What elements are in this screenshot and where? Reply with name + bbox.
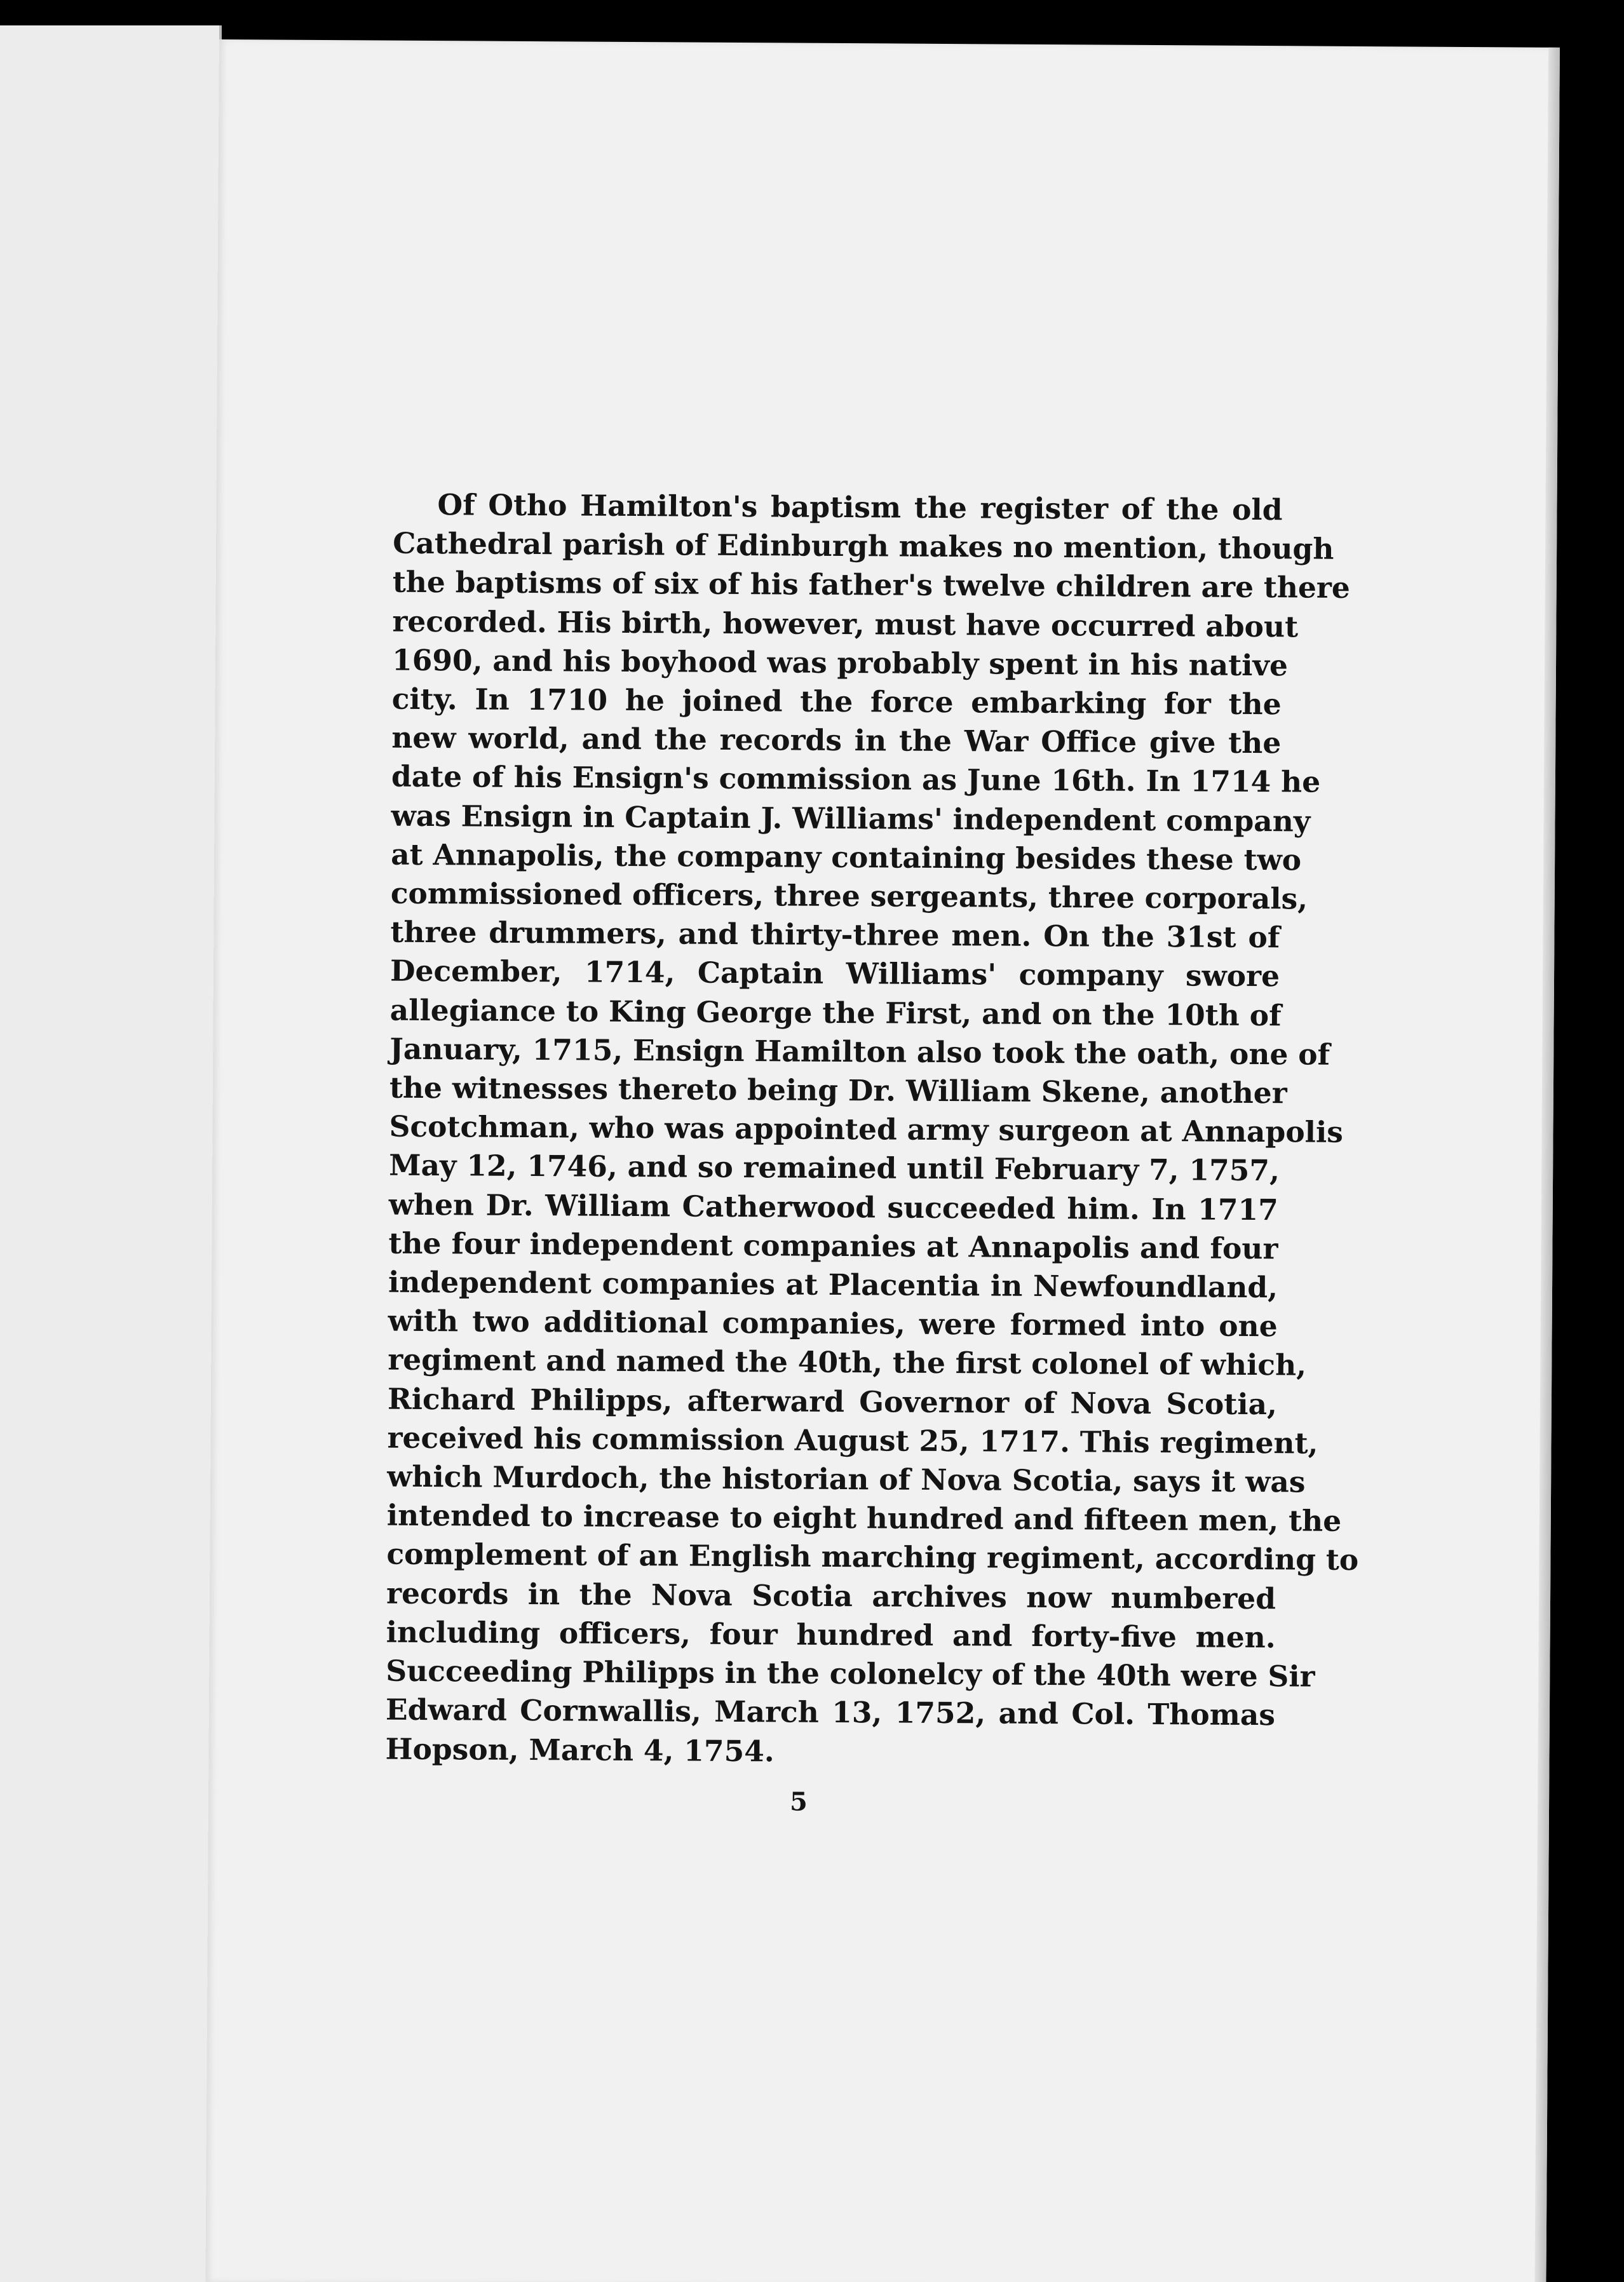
text-line: Richard Philipps, afterward Governor of Nova Scotia, [387, 1381, 1278, 1421]
text-line: intended to increase to eight hundred and fifteen men, the [386, 1497, 1342, 1539]
text-line: date of his Ensign's commission as June 16th. In 1714 he [391, 759, 1321, 800]
text-line: the four independent companies at Annapolis and four [388, 1225, 1278, 1266]
text-line: complement of an English marching regiment, according to [386, 1537, 1359, 1577]
text-line: independent companies at Placentia in Newfoundland, [388, 1264, 1278, 1305]
text-line: Of Otho Hamilton's baptism the register of the old [437, 487, 1283, 527]
page-right-edge [1534, 48, 1560, 2282]
text-line: with two additional companies, were formed into one [388, 1303, 1278, 1344]
text-line: when Dr. William Catherwood succeeded him. In 1717 [388, 1187, 1278, 1227]
text-line: regiment and named the 40th, the first colonel of which, [388, 1342, 1307, 1382]
text-line: May 12, 1746, and so remained until February 7, 1757, [389, 1148, 1280, 1188]
text-line: 1690, and his boyhood was probably spent in his native [391, 642, 1289, 683]
text-line: Succeeding Philipps in the colonelcy of the 40th were Sir [386, 1653, 1315, 1694]
text-line: January, 1715, Ensign Hamilton also took the oath, one of [389, 1031, 1330, 1072]
text-line: was Ensign in Captain J. Williams' independent company [391, 798, 1311, 839]
text-line: recorded. His birth, however, must have occurred about [392, 604, 1299, 644]
book-page [205, 39, 1560, 2282]
text-line: the baptisms of six of his father's twelve children are there [392, 565, 1350, 605]
text-line: allegiance to King George the First, and on the 10th of [389, 992, 1282, 1032]
text-line: including officers, four hundred and forty-five men. [386, 1614, 1276, 1655]
text-line: Scotchman, who was appointed army surgeon at Annapolis [389, 1109, 1344, 1150]
text-line: received his commission August 25, 1717. This regiment, [387, 1420, 1318, 1461]
text-line: Edward Cornwallis, March 13, 1752, and Col. Thomas [385, 1692, 1276, 1732]
text-line: new world, and the records in the War Office give the [391, 720, 1282, 760]
facing-page-edge [0, 25, 222, 2282]
text-line: at Annapolis, the company containing besides these two [391, 837, 1302, 877]
text-line: three drummers, and thirty-three men. On the 31st of [390, 914, 1280, 955]
text-line: commissioned officers, three sergeants, three corporals, [390, 875, 1308, 916]
page-number: 5 [789, 1786, 808, 1817]
text-line: Cathedral parish of Edinburgh makes no mention, though [392, 525, 1334, 566]
text-line: the witnesses thereto being Dr. William Skene, another [389, 1070, 1287, 1111]
text-line: December, 1714, Captain Williams' company swore [389, 954, 1280, 994]
text-line: city. In 1710 he joined the force embarking for the [391, 681, 1282, 722]
body-paragraph [385, 485, 1359, 1774]
text-line: which Murdoch, the historian of Nova Scotia, says it was [387, 1459, 1306, 1499]
text-line: records in the Nova Scotia archives now numbered [386, 1576, 1276, 1616]
text-line: Hopson, March 4, 1754. [385, 1731, 775, 1768]
